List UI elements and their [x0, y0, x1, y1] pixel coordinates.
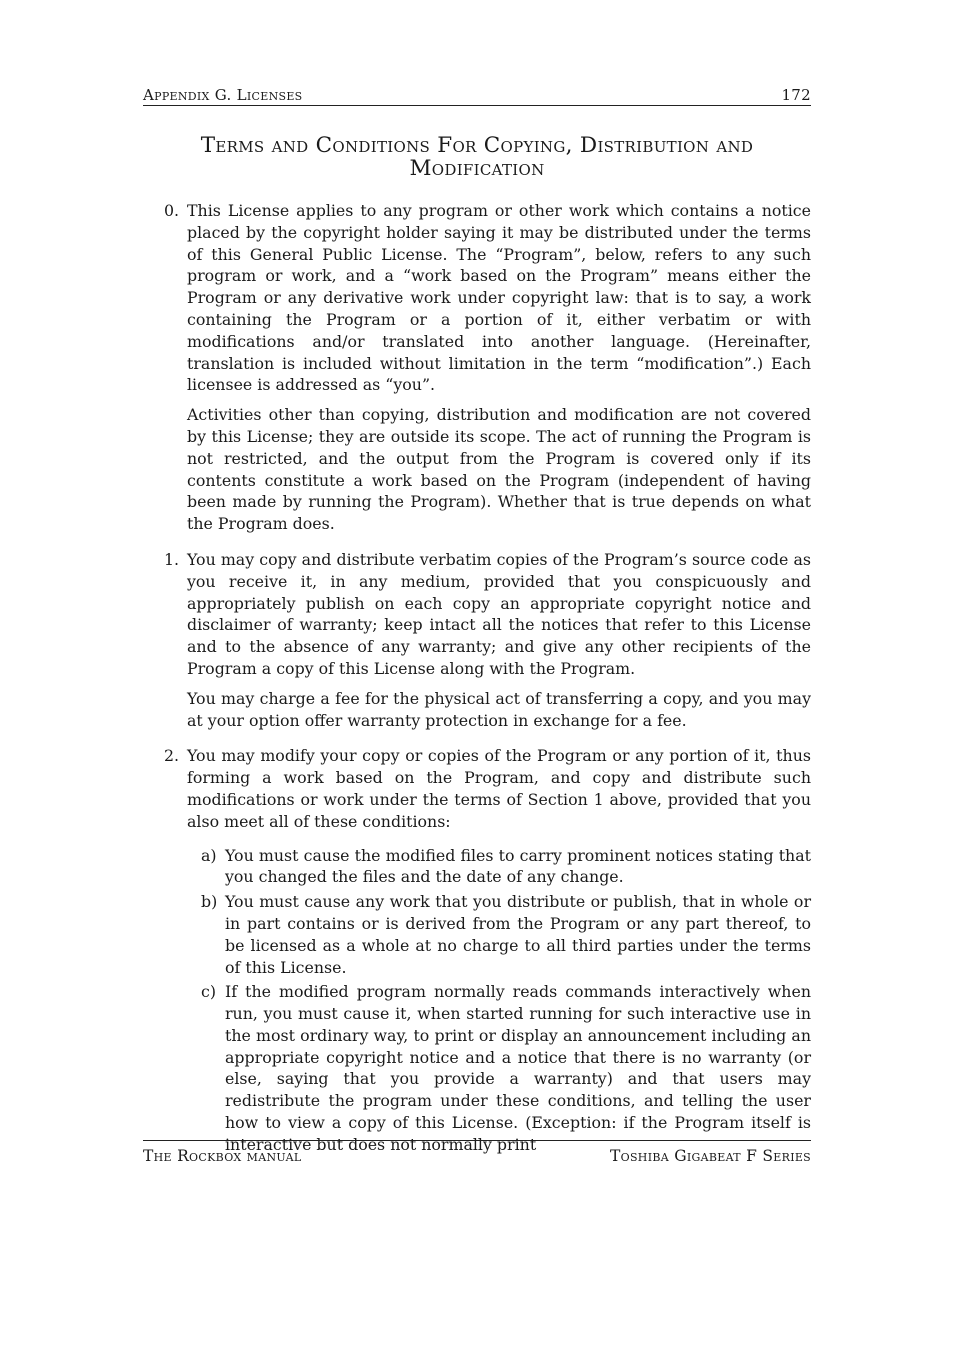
document-page — [143, 0, 811, 1350]
term-number: 2. — [164, 746, 180, 766]
section-title-line-1: Terms and Conditions For Copying, Distribution and — [200, 133, 754, 158]
device-series: Toshiba Gigabeat F Series — [610, 1147, 811, 1165]
condition-letter: b) — [201, 892, 218, 912]
condition-a — [187, 845, 811, 889]
section-title-line-2: Modification — [409, 156, 545, 181]
term-paragraph: You may charge a fee for the physical act of transferring a copy, and you may at your option offer warranty protection in exchange for a fee. — [187, 688, 811, 730]
license-term-1 — [143, 549, 811, 731]
term-number: 1. — [164, 549, 180, 569]
running-footer — [143, 1140, 811, 1165]
term-paragraph: You may copy and distribute verbatim copies of the Program’s source code as you receive it, in any medium, provided that you conspicuously and appropriately publish on each copy an appropriate copyright notice and disclaimer of warranty; keep intact all the notices that refer to this License and to the absence of any warranty; and give any other recipients of the Program a copy of this License along with the Program. — [187, 549, 811, 678]
condition-letter: c) — [201, 982, 217, 1002]
term-number: 0. — [164, 201, 180, 220]
manual-title: The Rockbox manual — [143, 1147, 302, 1165]
condition-text: If the modified program normally reads commands interactively when run, you must cause it, when started running for such interactive use in the most ordinary way, to print or display an announcement including an appropriate copyright notice and a notice that there is no warranty (or else, saying that you provide a warranty) and that users may redistribute the program under these conditions, and telling the user how to view a copy of this License. (Exception: if the Program itself is interactive but does not normally print — [225, 982, 811, 1154]
running-header — [143, 82, 811, 106]
condition-text: You must cause any work that you distribute or publish, that in whole or in part contains or is derived from the Program or any part thereof, to be licensed as a whole at no charge to all third parties under the terms of this License. — [225, 892, 811, 977]
condition-text: You must cause the modified files to carry prominent notices stating that you changed the files and the date of any change. — [225, 845, 811, 887]
page-number: 172 — [781, 86, 811, 104]
condition-letter: a) — [201, 845, 217, 865]
license-term-0 — [143, 200, 811, 535]
term-paragraph: Activities other than copying, distribution and modification are not covered by this License; they are outside its scope. The act of running the Program is not restricted, and the output from the Program is covered only if its contents constitute a work based on the Program (independent of having been made by running the Program). Whether that is true depends on what the Program does. — [187, 405, 811, 534]
term-paragraph: You may modify your copy or copies of the Program or any portion of it, thus forming a work based on the Program, and copy and distribute such modifications or work under the terms of Section 1 above, provided that you also meet all of these conditions: — [187, 746, 811, 831]
license-term-2 — [143, 745, 811, 1155]
condition-c — [187, 981, 811, 1155]
condition-b — [187, 891, 811, 978]
term-paragraph: This License applies to any program or other work which contains a notice placed by the copyright holder saying it may be distributed under the terms of this General Public License. The “Program”, below, refers to any such program or work, and a “work based on the Program” means either the Program or any derivative work under copyright law: that is to say, a work containing the Program or a portion of it, either verbatim or with modifications and/or translated into another language. (Hereinafter, translation is included without limitation in the term “modification”.) Each licensee is addressed as “you”. — [187, 201, 811, 395]
license-terms-list — [143, 200, 811, 1170]
section-title — [143, 134, 811, 180]
condition-list — [187, 845, 811, 1156]
chapter-title: Appendix G. Licenses — [143, 86, 303, 104]
